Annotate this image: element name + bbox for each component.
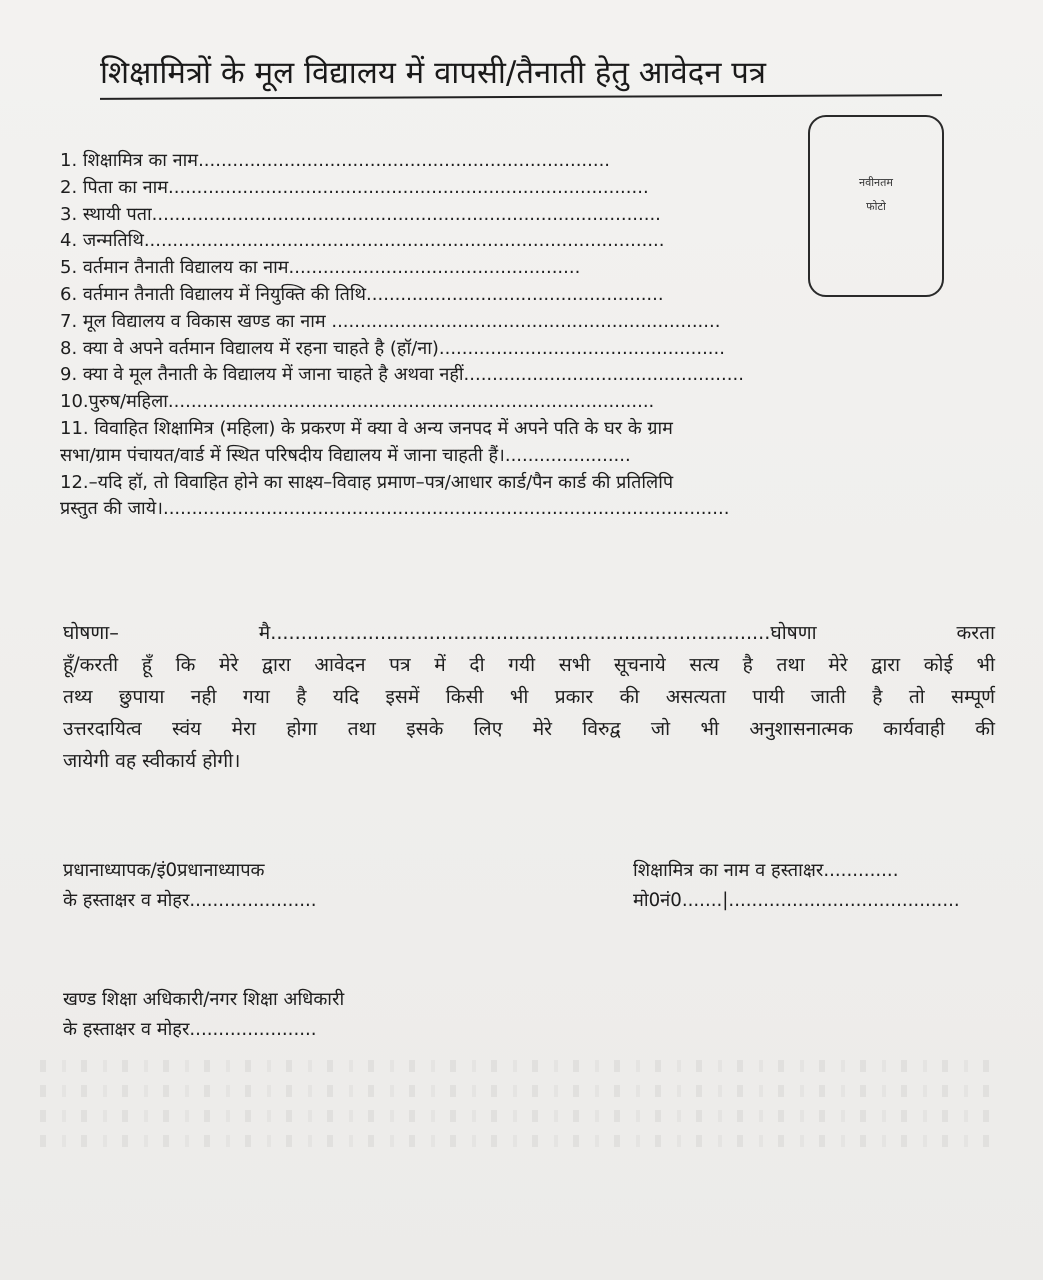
field-married-q-line2: सभा/ग्राम पंचायत/वार्ड में स्थित परिषदीय विद्यालय में जाना चाहती हैं।...................... (60, 444, 631, 466)
field-permanent-address: 3. स्थायी पता......................................................................................... (60, 203, 661, 225)
field-name: 1. शिक्षामित्र का नाम........................................................................ (60, 150, 611, 171)
field-current-school: 5. वर्तमान तैनाती विद्यालय का नाम................................................... (60, 257, 581, 279)
field-married-q-line1: 11. विवाहित शिक्षामित्र (महिला) के प्रकरण में क्या वे अन्य जनपद में अपने पति के घर के ग्राम (60, 417, 673, 439)
mobile-number-line: मो0नं0.......|........................................ (633, 890, 960, 911)
declaration (63, 617, 995, 777)
field-dob: 4. जन्मतिथि........................................................................................... (60, 230, 665, 252)
declaration-line-5: जायेगी वह स्वीकार्य होगी। (63, 749, 241, 772)
bleed-through-texture (40, 1110, 1000, 1122)
field-stay-current: 8. क्या वे अपने वर्तमान विद्यालय में रहना चाहते है (हॉ/ना).................................................. (60, 337, 725, 359)
beo-title: खण्ड शिक्षा अधिकारी/नगर शिक्षा अधिकारी (63, 989, 345, 1010)
declaration-line-4: उत्तरदायित्व स्वंय मेरा होगा तथा इसके लिए मेरे विरुद्व जो भी अनुशासनात्मक कार्यवाही की (63, 717, 995, 740)
bleed-through-texture (40, 1085, 1000, 1097)
field-appointment-date: 6. वर्तमान तैनाती विद्यालय में नियुक्ति की तिथि.................................................... (60, 283, 664, 305)
field-proof-line2: प्रस्तुत की जाये।................................................................................................... (60, 498, 730, 520)
principal-signature-block (63, 856, 317, 916)
beo-signature-block (63, 985, 344, 1045)
form-title: शिक्षामित्रों के मूल विद्यालय में वापसी/तैनाती हेतु आवेदन पत्र (100, 55, 766, 91)
field-proof-line1: 12.–यदि हॉ, तो विवाहित होने का साक्ष्य–विवाह प्रमाण–पत्र/आधार कार्ड/पैन कार्ड की प्रतिलिपि (60, 471, 674, 493)
photo-label-line1: नवीनतम (858, 176, 894, 189)
field-original-school: 7. मूल विद्यालय व विकास खण्ड का नाम .................................................................... (60, 310, 721, 332)
photo-label-line2: फोटो (866, 200, 886, 213)
beo-sign-line: के हस्ताक्षर व मोहर...................... (63, 1019, 317, 1040)
declaration-line-3: तथ्य छुपाया नही गया है यदि इसमें किसी भी प्रकार की असत्यता पायी जाती है तो सम्पूर्ण (63, 685, 995, 708)
bleed-through-texture (40, 1060, 1000, 1072)
principal-title: प्रधानाध्यापक/इं0प्रधानाध्यापक (63, 860, 265, 881)
shikshamitra-signature-block (633, 856, 960, 916)
field-gender: 10.पुरुष/महिला..................................................................................... (60, 391, 655, 413)
principal-sign-line: के हस्ताक्षर व मोहर...................... (63, 890, 317, 911)
shikshamitra-sign-line: शिक्षामित्र का नाम व हस्ताक्षर............. (633, 860, 899, 881)
form-fields (60, 148, 960, 523)
declaration-line-1: घोषणा– मै..................................................................................घोषणा करता (63, 621, 995, 644)
field-father-name: 2. पिता का नाम.................................................................................... (60, 176, 649, 198)
declaration-line-2: हूँ/करती हूँ कि मेरे द्वारा आवेदन पत्र में दी गयी सभी सूचनाये सत्य है तथा मेरे द्वारा कोई भी (63, 653, 995, 676)
bleed-through-texture (40, 1135, 1000, 1147)
field-go-original: 9. क्या वे मूल तैनाती के विद्यालय में जाना चाहते है अथवा नहीं................................................. (60, 364, 744, 386)
